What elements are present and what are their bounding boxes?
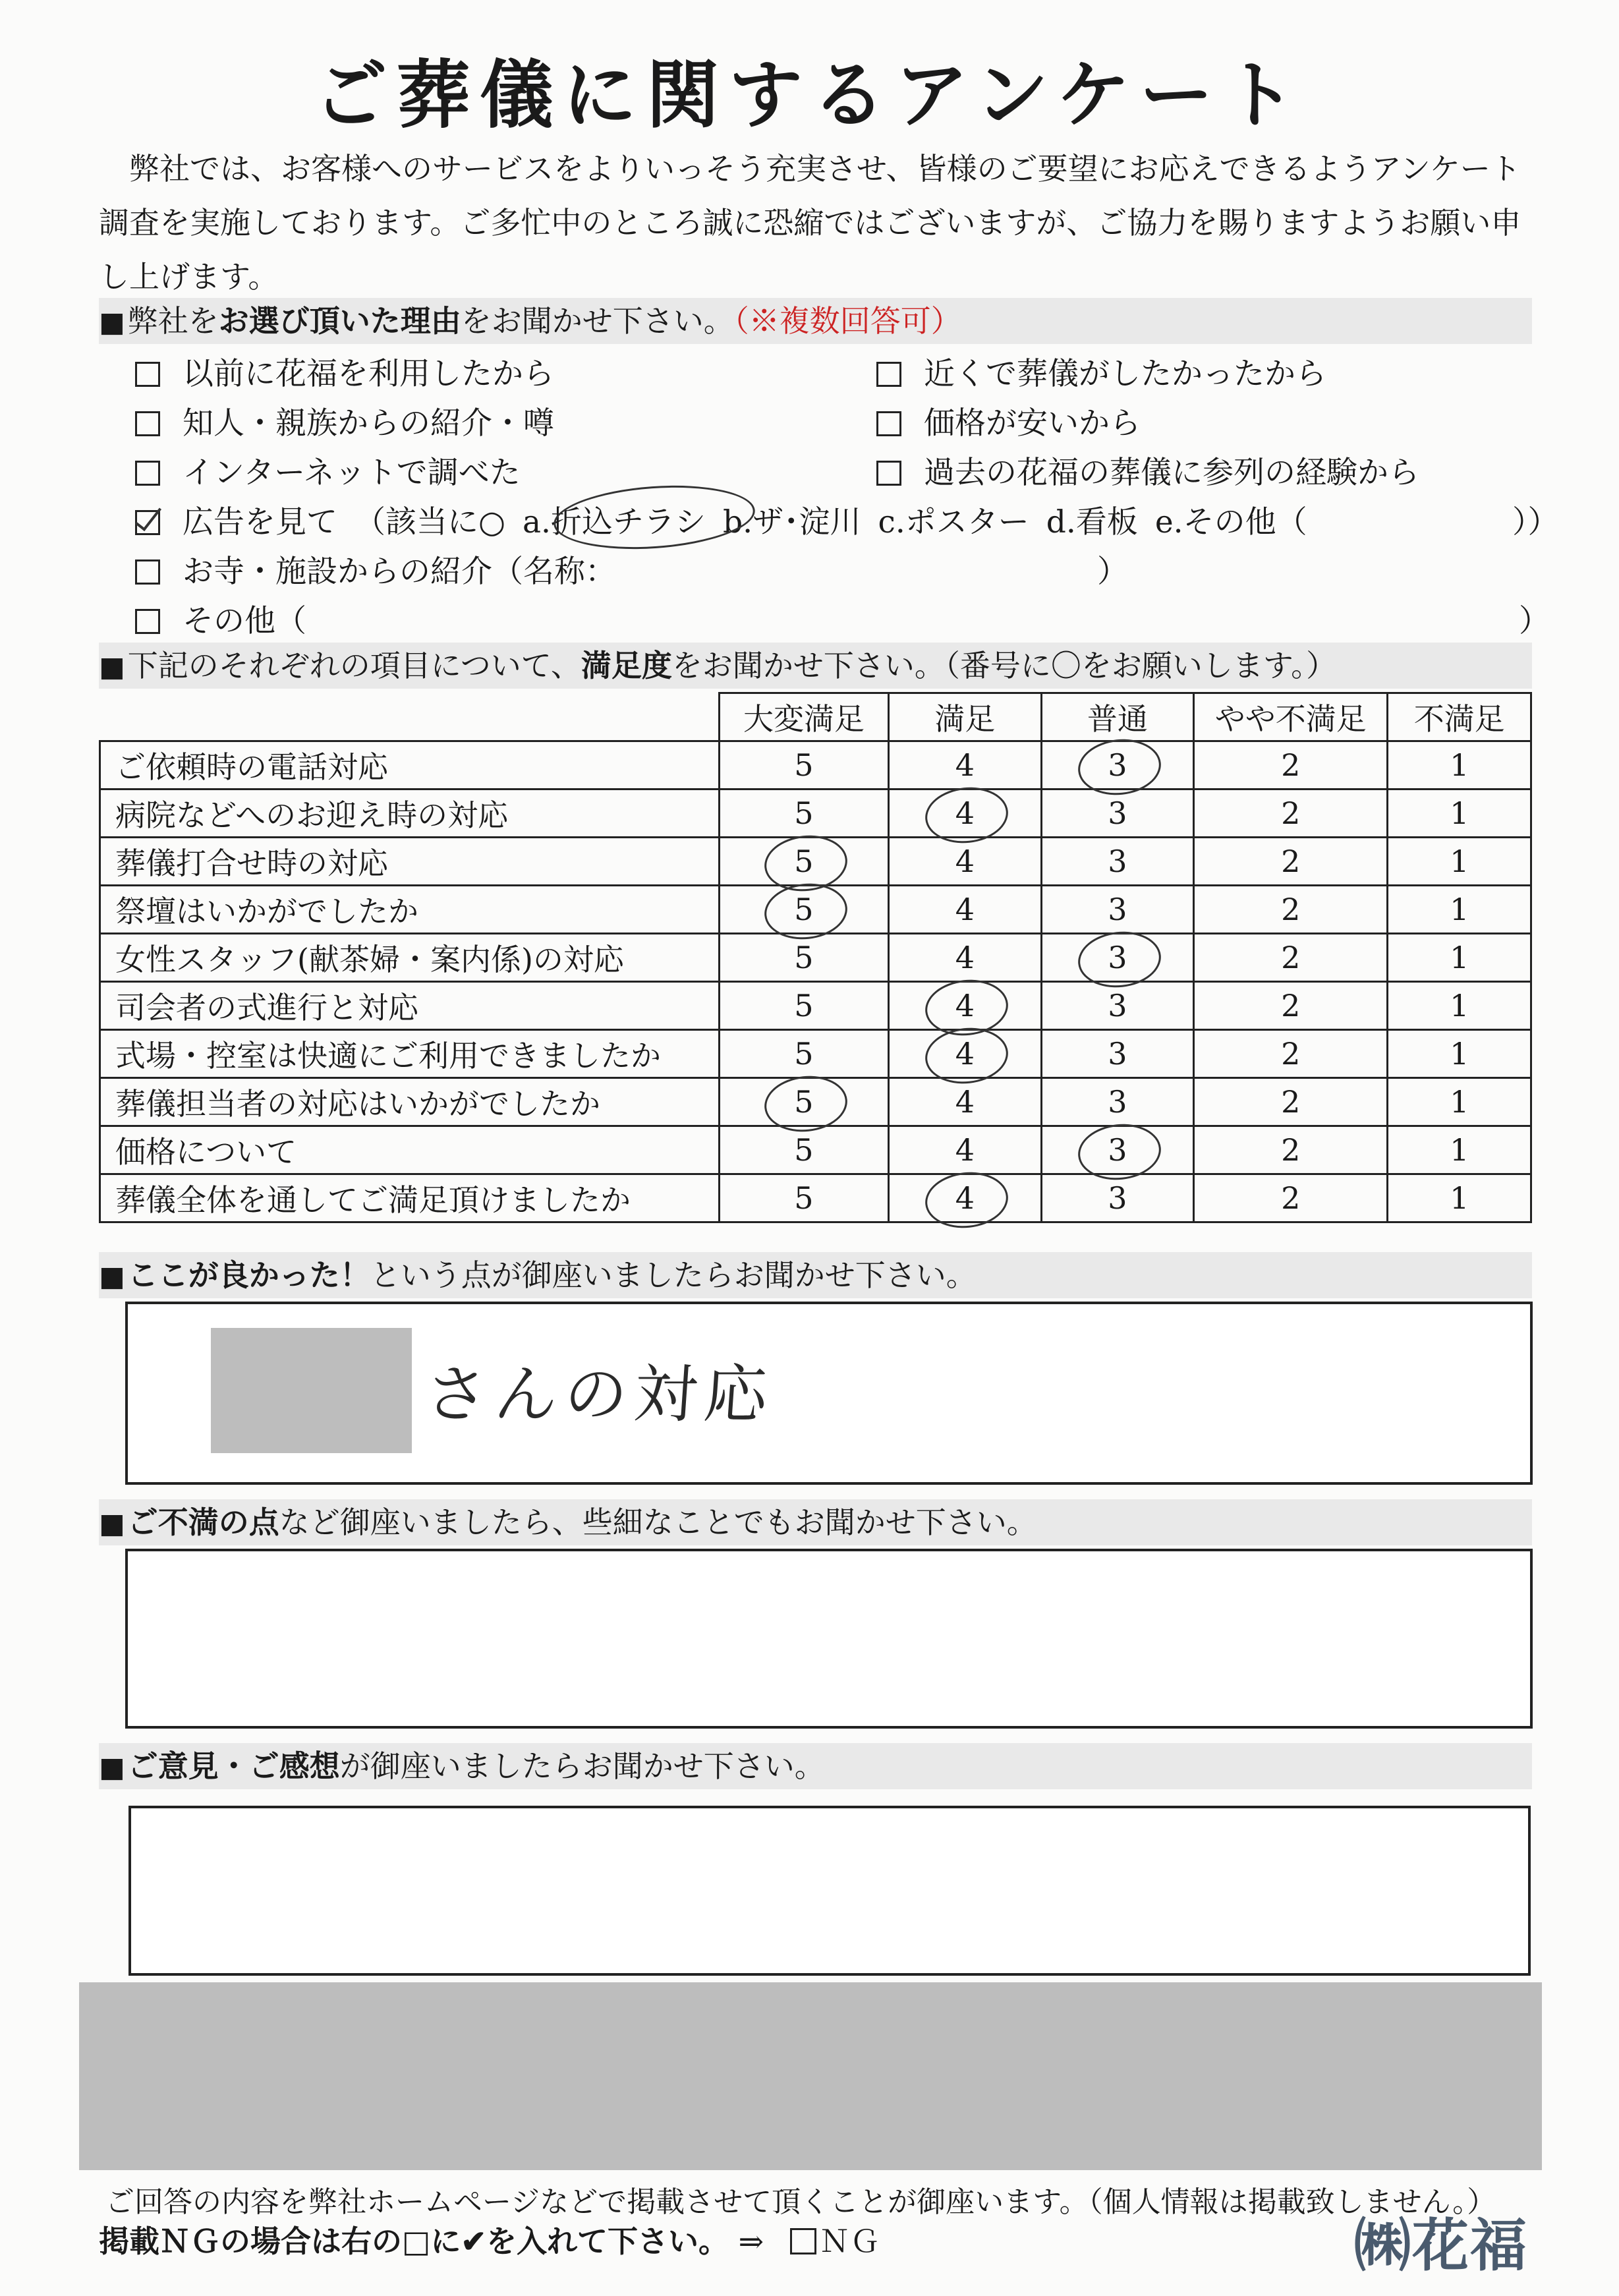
question-cell: 司会者の式進行と対応 [100,982,720,1030]
checkbox[interactable] [876,461,901,486]
rating-value: 1 [1450,795,1469,831]
question-cell: 式場・控室は快適にご利用できましたか [100,1030,720,1078]
rating-value: 4 [955,940,975,975]
rating-value: 5 [794,795,814,831]
table-row [100,838,1531,886]
heading-text: という点が御座いましたらお聞かせ下さい。 [370,1257,977,1293]
option-note: （該当に○ [355,504,506,540]
complaints-textarea[interactable] [125,1549,1533,1729]
question-cell: 価格について [100,1126,720,1174]
option-label: 過去の花福の葬儀に参列の経験から [924,455,1419,491]
rating-value: 1 [1450,940,1469,975]
question-cell: ご依頼時の電話対応 [100,741,720,789]
rating-cell[interactable] [1388,838,1531,886]
rating-value: 5 [794,1180,814,1216]
rating-cell[interactable] [1041,1030,1193,1078]
option-label: 広告を見て [183,504,337,540]
ad-choice[interactable]: b.ザ･淀川 [722,504,861,540]
reason-option[interactable] [135,399,554,443]
table-row [100,886,1531,934]
question-cell: 病院などへのお迎え時の対応 [100,789,720,838]
rating-cell[interactable] [1041,934,1193,982]
intro-text [99,142,1535,304]
rating-cell[interactable] [719,982,888,1030]
rating-cell[interactable] [1388,1174,1531,1222]
question-cell: 葬儀担当者の対応はいかがでしたか [100,1078,720,1126]
table-body [100,741,1531,1222]
heading-text: 弊社を [127,303,219,339]
option-label: 以前に花福を利用したから [183,356,554,392]
option-label: 知人・親族からの紹介・噂 [183,405,554,442]
checkbox[interactable] [135,609,160,634]
rating-value: 3 [1108,1036,1127,1072]
rating-cell[interactable] [1388,1126,1531,1174]
table-corner [100,693,720,741]
option-label: 近くで葬儀がしたかったから [924,356,1326,392]
rating-value: 1 [1450,892,1469,927]
rating-cell[interactable] [889,982,1041,1030]
question-cell: 祭壇はいかがでしたか [100,886,720,934]
column-header: 不満足 [1388,693,1531,741]
rating-cell[interactable] [1041,1174,1193,1222]
rating-value: 4 [955,1084,975,1120]
rating-value: 2 [1281,747,1301,783]
section-satisfaction-heading [99,643,1532,689]
section-marker-icon: ■ [99,1260,125,1292]
section-good-points-heading [99,1252,1532,1298]
answer-circle [552,479,757,555]
rating-value: 3 [1108,1180,1127,1216]
rating-value: 2 [1281,1132,1301,1168]
section-marker-icon: ■ [99,1507,125,1539]
rating-value: 5 [794,988,814,1023]
reason-option[interactable] [876,349,1326,393]
rating-value: 4 [955,1132,975,1168]
option-label: インターネットで調べた [183,455,521,491]
rating-value: 3 [1108,795,1127,831]
ad-choice[interactable]: d.看板 [1046,504,1138,540]
checkbox[interactable] [135,461,160,486]
column-header: 普通 [1041,693,1193,741]
checkbox[interactable] [876,362,901,387]
rating-cell[interactable] [1194,886,1388,934]
rating-value: 3 [1108,892,1127,927]
rating-value-circled: 4 [945,1180,984,1216]
column-header: 大変満足 [719,693,888,741]
ng-label: ＮＧ [819,2224,880,2259]
table-row [100,1030,1531,1078]
checkbox[interactable] [135,411,160,436]
rating-cell[interactable] [1194,789,1388,838]
multi-answer-note: （※複数回答可） [733,303,961,339]
rating-value: 2 [1281,892,1301,927]
rating-value-circled: 4 [945,795,984,831]
rating-value: 2 [1281,1084,1301,1120]
table-row [100,982,1531,1030]
rating-value: 1 [1450,988,1469,1023]
rating-value: 2 [1281,795,1301,831]
handwritten-answer: さんの対応 [422,1358,777,1431]
rating-value: 1 [1450,1132,1469,1168]
rating-cell[interactable] [889,1078,1041,1126]
rating-value: 4 [955,844,975,879]
table-row [100,1126,1531,1174]
heading-bold: ここが良かった！ [127,1257,370,1293]
company-logo: ㈱花福 [1354,2213,1528,2279]
ad-choice-circled[interactable]: a.折込チラシ [523,504,706,540]
rating-value-circled: 4 [945,988,984,1023]
heading-text: をお聞かせ下さい。（番号に〇をお願いします。） [671,648,1337,683]
redacted-name [211,1328,412,1453]
section-opinions-heading [99,1743,1532,1789]
rating-value: 1 [1450,1036,1469,1072]
arrow-icon: ⇒ [738,2224,764,2259]
rating-cell[interactable] [1041,1078,1193,1126]
heading-text: が御座いましたらお聞かせ下さい。 [339,1748,825,1784]
rating-value: 1 [1450,747,1469,783]
checkbox[interactable] [135,560,160,585]
rating-cell[interactable] [889,838,1041,886]
rating-cell[interactable] [1194,934,1388,982]
rating-value: 2 [1281,988,1301,1023]
rating-cell[interactable] [1041,886,1193,934]
reason-option[interactable] [876,399,1141,443]
rating-cell[interactable] [1388,934,1531,982]
rating-value: 3 [1108,1084,1127,1120]
rating-cell[interactable] [719,886,888,934]
intro-paragraph: 弊社では、お客様へのサービスをよりいっそう充実させ、皆様のご要望にお応えできるようアンケート調査を実施しております。ご多忙中のところ誠に恐縮ではございますが、ご協力を賜りますようお願い申し上げます。 [99,151,1521,295]
rating-value: 1 [1450,1084,1469,1120]
table-header-row [100,693,1531,741]
ng-checkbox[interactable] [790,2228,816,2254]
rating-value-circled: 3 [1098,1132,1137,1168]
rating-value-circled: 3 [1098,747,1137,783]
footer-ng-line [99,2218,880,2261]
rating-cell[interactable] [1388,982,1531,1030]
table-row [100,1174,1531,1222]
rating-cell[interactable] [1194,838,1388,886]
rating-cell[interactable] [1041,1126,1193,1174]
rating-value: 5 [794,940,814,975]
option-label: その他（ [183,603,306,639]
rating-cell[interactable] [889,1126,1041,1174]
redacted-area [79,1982,1542,2170]
rating-cell[interactable] [1194,1174,1388,1222]
rating-cell[interactable] [1388,789,1531,838]
rating-cell[interactable] [719,789,888,838]
reason-option[interactable] [135,349,554,393]
rating-value: 4 [955,747,975,783]
rating-cell[interactable] [1194,1078,1388,1126]
rating-value-circled: 5 [784,892,824,927]
table-row [100,789,1531,838]
heading-bold: お選び頂いた理由 [218,303,461,339]
section-complaints-heading [99,1499,1532,1545]
ad-close-paren: ）） [1512,504,1559,540]
rating-value: 4 [955,892,975,927]
rating-cell[interactable] [719,741,888,789]
checkbox[interactable] [876,411,901,436]
question-cell: 女性スタッフ(献茶婦・案内係)の対応 [100,934,720,982]
ng-instruction: 掲載ＮＧの場合は右の□に✔を入れて下さい。 [99,2224,729,2259]
opinions-textarea[interactable] [128,1806,1531,1976]
other-close-paren: ） [1519,603,1550,639]
rating-value: 1 [1450,1180,1469,1216]
rating-value: 2 [1281,1036,1301,1072]
rating-value-circled: 4 [945,1036,984,1072]
column-header: やや不満足 [1194,693,1388,741]
rating-cell[interactable] [1194,1030,1388,1078]
rating-cell[interactable] [889,741,1041,789]
option-label: お寺・施設からの紹介（名称： [183,554,616,590]
heading-bold: ご不満の点 [127,1505,279,1540]
rating-value: 2 [1281,844,1301,879]
page-title: ご葬儀に関するアンケート [313,53,1306,138]
satisfaction-table [99,692,1532,1223]
checkbox-checked[interactable] [135,510,160,535]
ad-choice[interactable]: e.その他（ [1154,504,1307,540]
rating-cell[interactable] [1194,741,1388,789]
rating-value-circled: 5 [784,844,824,879]
rating-cell[interactable] [719,838,888,886]
rating-value-circled: 3 [1098,940,1137,975]
rating-cell[interactable] [1388,1030,1531,1078]
section-marker-icon: ■ [99,650,125,683]
rating-cell[interactable] [1388,886,1531,934]
rating-cell[interactable] [889,886,1041,934]
rating-cell[interactable] [889,1174,1041,1222]
rating-cell[interactable] [719,1174,888,1222]
temple-close-paren: ） [1097,554,1128,590]
section-marker-icon: ■ [99,1751,125,1783]
rating-cell[interactable] [1041,789,1193,838]
rating-value: 2 [1281,1180,1301,1216]
reason-option-temple[interactable] [135,547,616,591]
rating-cell[interactable] [1388,741,1531,789]
rating-cell[interactable] [719,1126,888,1174]
rating-value-circled: 5 [784,1084,824,1120]
table-row [100,741,1531,789]
section-reason-heading [99,298,1532,344]
heading-text: 下記のそれぞれの項目について、 [127,648,581,683]
rating-value: 2 [1281,940,1301,975]
question-cell: 葬儀全体を通してご満足頂けましたか [100,1174,720,1222]
rating-cell[interactable] [1041,741,1193,789]
rating-value: 5 [794,747,814,783]
rating-value: 5 [794,1036,814,1072]
heading-text: など御座いましたら、些細なことでもお聞かせ下さい。 [279,1505,1037,1540]
rating-cell[interactable] [889,789,1041,838]
rating-cell[interactable] [1194,1126,1388,1174]
rating-cell[interactable] [1194,982,1388,1030]
heading-bold: ご意見・ご感想 [127,1748,340,1784]
checkbox[interactable] [135,362,160,387]
rating-value: 3 [1108,844,1127,879]
ad-choice[interactable]: c.ポスター [878,504,1029,540]
section-marker-icon: ■ [99,306,125,338]
rating-cell[interactable] [1388,1078,1531,1126]
rating-value: 5 [794,1132,814,1168]
rating-cell[interactable] [719,1078,888,1126]
reason-option[interactable] [876,448,1419,492]
heading-text: をお聞かせ下さい。 [461,303,734,339]
rating-cell[interactable] [889,1030,1041,1078]
rating-value: 3 [1108,988,1127,1023]
rating-cell[interactable] [1041,838,1193,886]
heading-bold: 満足度 [581,648,672,683]
rating-cell[interactable] [719,934,888,982]
rating-value: 1 [1450,844,1469,879]
rating-cell[interactable] [719,1030,888,1078]
rating-cell[interactable] [889,934,1041,982]
table-row [100,1078,1531,1126]
question-cell: 葬儀打合せ時の対応 [100,838,720,886]
option-label: 価格が安いから [924,405,1141,442]
footer-notice: ご回答の内容を弊社ホームページなどで掲載させて頂くことが御座います。（個人情報は掲載致しません。） [105,2185,1496,2219]
rating-cell[interactable] [1041,982,1193,1030]
reason-option-other[interactable] [135,596,306,641]
reason-option[interactable] [135,448,521,492]
column-header: 満足 [889,693,1041,741]
table-row [100,934,1531,982]
